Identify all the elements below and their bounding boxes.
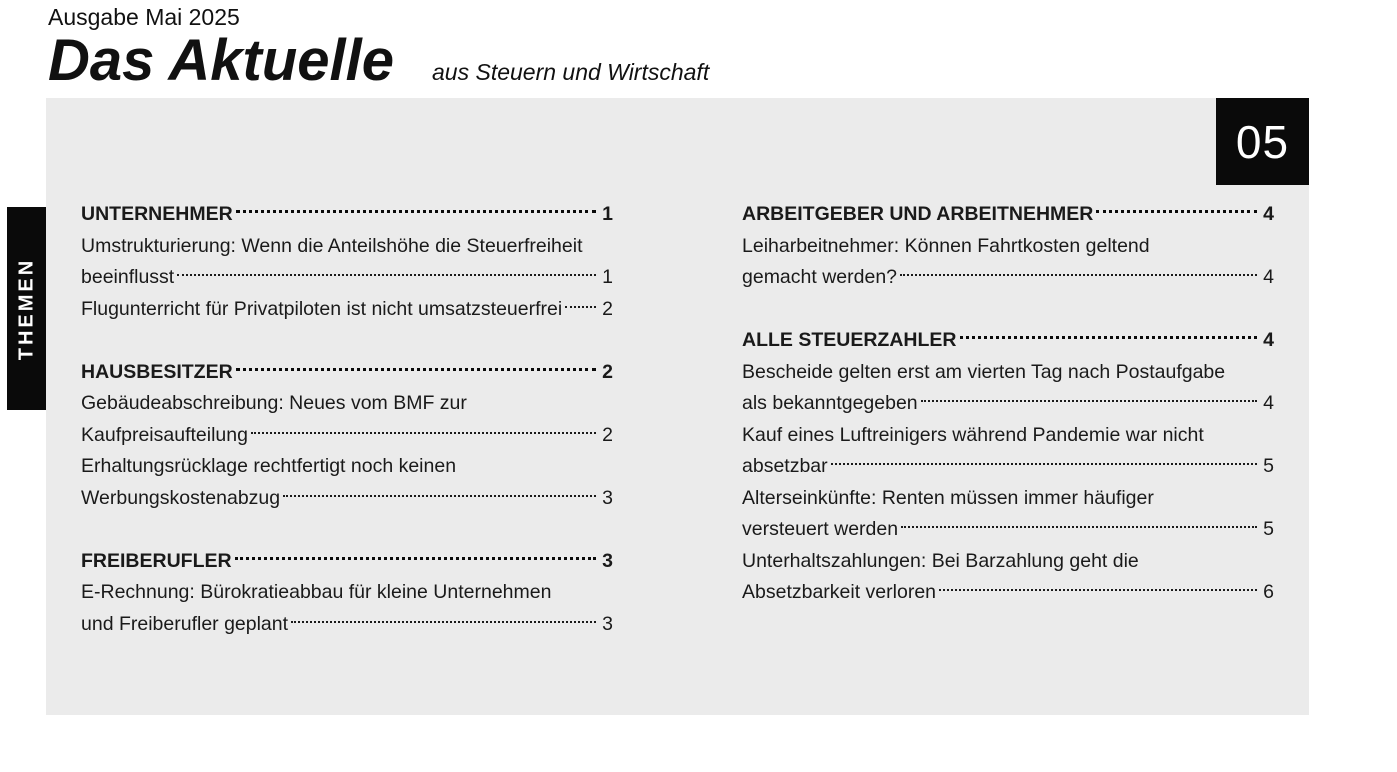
toc-heading-label: ALLE STEUERZAHLER bbox=[742, 329, 957, 351]
toc-entry-text: und Freiberufler geplant bbox=[81, 612, 289, 635]
toc-entry bbox=[742, 546, 1274, 609]
toc-page-number: 3 bbox=[602, 612, 613, 635]
toc-page-number: 1 bbox=[602, 266, 613, 288]
issue-number-badge bbox=[1216, 98, 1309, 185]
toc-heading bbox=[742, 325, 1274, 357]
toc-entry-last-line bbox=[742, 262, 1274, 294]
toc-entry-line: Leiharbeitnehmer: Können Fahrtkosten geltend bbox=[742, 234, 1150, 257]
toc-heading bbox=[81, 357, 613, 389]
toc-entry bbox=[81, 577, 613, 640]
toc-entry bbox=[742, 357, 1274, 420]
toc-page-number: 4 bbox=[1263, 329, 1274, 351]
toc-entry-line: Erhaltungsrücklage rechtfertigt noch keinen bbox=[81, 455, 457, 477]
toc-page-number: 4 bbox=[1263, 266, 1274, 288]
toc-entry-last-line bbox=[742, 388, 1274, 420]
toc-heading bbox=[81, 199, 613, 231]
toc-entry-text: als bekanntgegeben bbox=[742, 392, 918, 414]
toc-heading-label: ARBEITGEBER UND ARBEITNEHMER bbox=[742, 203, 1094, 225]
toc-entry-line: Gebäudeabschreibung: Neues vom BMF zur bbox=[81, 392, 467, 414]
toc-entry bbox=[742, 420, 1274, 483]
toc-page-number: 3 bbox=[602, 549, 613, 572]
toc-columns bbox=[81, 199, 1274, 640]
toc-section bbox=[742, 199, 1274, 294]
toc-entry-last-line bbox=[742, 514, 1274, 546]
issue-label: Ausgabe Mai 2025 bbox=[48, 4, 240, 30]
toc-entry-line: Umstrukturierung: Wenn die Anteilshöhe die Steuerfreiheit bbox=[81, 234, 583, 257]
toc-entry-last-line bbox=[742, 577, 1274, 609]
themen-side-tab bbox=[7, 207, 46, 410]
newsletter-subtitle: aus Steuern und Wirtschaft bbox=[432, 59, 710, 85]
toc-heading-label: FREIBERUFLER bbox=[81, 549, 232, 572]
toc-entry-text: gemacht werden? bbox=[742, 266, 898, 288]
masthead bbox=[48, 30, 709, 92]
toc-page-number: 1 bbox=[602, 203, 613, 225]
contents-panel bbox=[46, 98, 1309, 715]
issue-number: 05 bbox=[1235, 115, 1290, 168]
toc-heading bbox=[742, 199, 1274, 231]
toc-page-number: 4 bbox=[1263, 203, 1274, 225]
toc-entry-last-line bbox=[81, 420, 613, 452]
toc-entry-text: Kaufpreisaufteilung bbox=[81, 423, 248, 446]
toc-heading-label: UNTERNEHMER bbox=[81, 203, 233, 225]
toc-column-left bbox=[81, 199, 613, 640]
toc-entry-text: absetzbar bbox=[742, 455, 828, 477]
themen-label: THEMEN bbox=[15, 257, 37, 360]
toc-entry bbox=[81, 231, 613, 294]
toc-page-number: 2 bbox=[602, 423, 613, 446]
toc-page-number: 2 bbox=[602, 360, 613, 383]
toc-entry-last-line bbox=[81, 483, 613, 515]
newsletter-title: Das Aktuelle bbox=[48, 28, 394, 93]
toc-entry-text: beeinflusst bbox=[81, 266, 175, 288]
toc-heading-label: HAUSBESITZER bbox=[81, 360, 233, 383]
toc-section bbox=[81, 546, 613, 641]
toc-page-number: 5 bbox=[1263, 518, 1274, 540]
toc-heading bbox=[81, 546, 613, 578]
toc-page-number: 2 bbox=[602, 297, 613, 320]
toc-page-number: 3 bbox=[602, 486, 613, 509]
toc-entry-text: versteuert werden bbox=[742, 518, 899, 540]
toc-entry-line: Kauf eines Luftreinigers während Pandemie war nicht bbox=[742, 423, 1204, 446]
toc-entry-line: Alterseinkünfte: Renten müssen immer häufiger bbox=[742, 486, 1154, 509]
toc-page-number: 6 bbox=[1263, 581, 1274, 603]
toc-section bbox=[742, 325, 1274, 609]
toc-entry-last-line bbox=[81, 262, 613, 294]
toc-entry bbox=[81, 451, 613, 514]
toc-section bbox=[81, 357, 613, 515]
toc-entry-line: Unterhaltszahlungen: Bei Barzahlung geht die bbox=[742, 549, 1139, 572]
toc-entry-last-line bbox=[81, 294, 613, 326]
toc-page-number: 5 bbox=[1263, 455, 1274, 477]
toc-section bbox=[81, 199, 613, 325]
toc-column-right bbox=[742, 199, 1274, 640]
toc-entry bbox=[81, 388, 613, 451]
toc-entry bbox=[742, 483, 1274, 546]
toc-entry-line: E-Rechnung: Bürokratieabbau für kleine Unternehmen bbox=[81, 581, 552, 603]
toc-entry bbox=[742, 231, 1274, 294]
toc-entry-last-line bbox=[81, 609, 613, 641]
toc-entry bbox=[81, 294, 613, 326]
toc-entry-text: Werbungskostenabzug bbox=[81, 486, 281, 509]
toc-page-number: 4 bbox=[1263, 392, 1274, 414]
toc-entry-line: Bescheide gelten erst am vierten Tag nach Postaufgabe bbox=[742, 360, 1226, 383]
toc-entry-last-line bbox=[742, 451, 1274, 483]
toc-entry-text: Flugunterricht für Privatpiloten ist nicht umsatzsteuerfrei bbox=[81, 297, 563, 320]
toc-entry-text: Absetzbarkeit verloren bbox=[742, 581, 937, 603]
